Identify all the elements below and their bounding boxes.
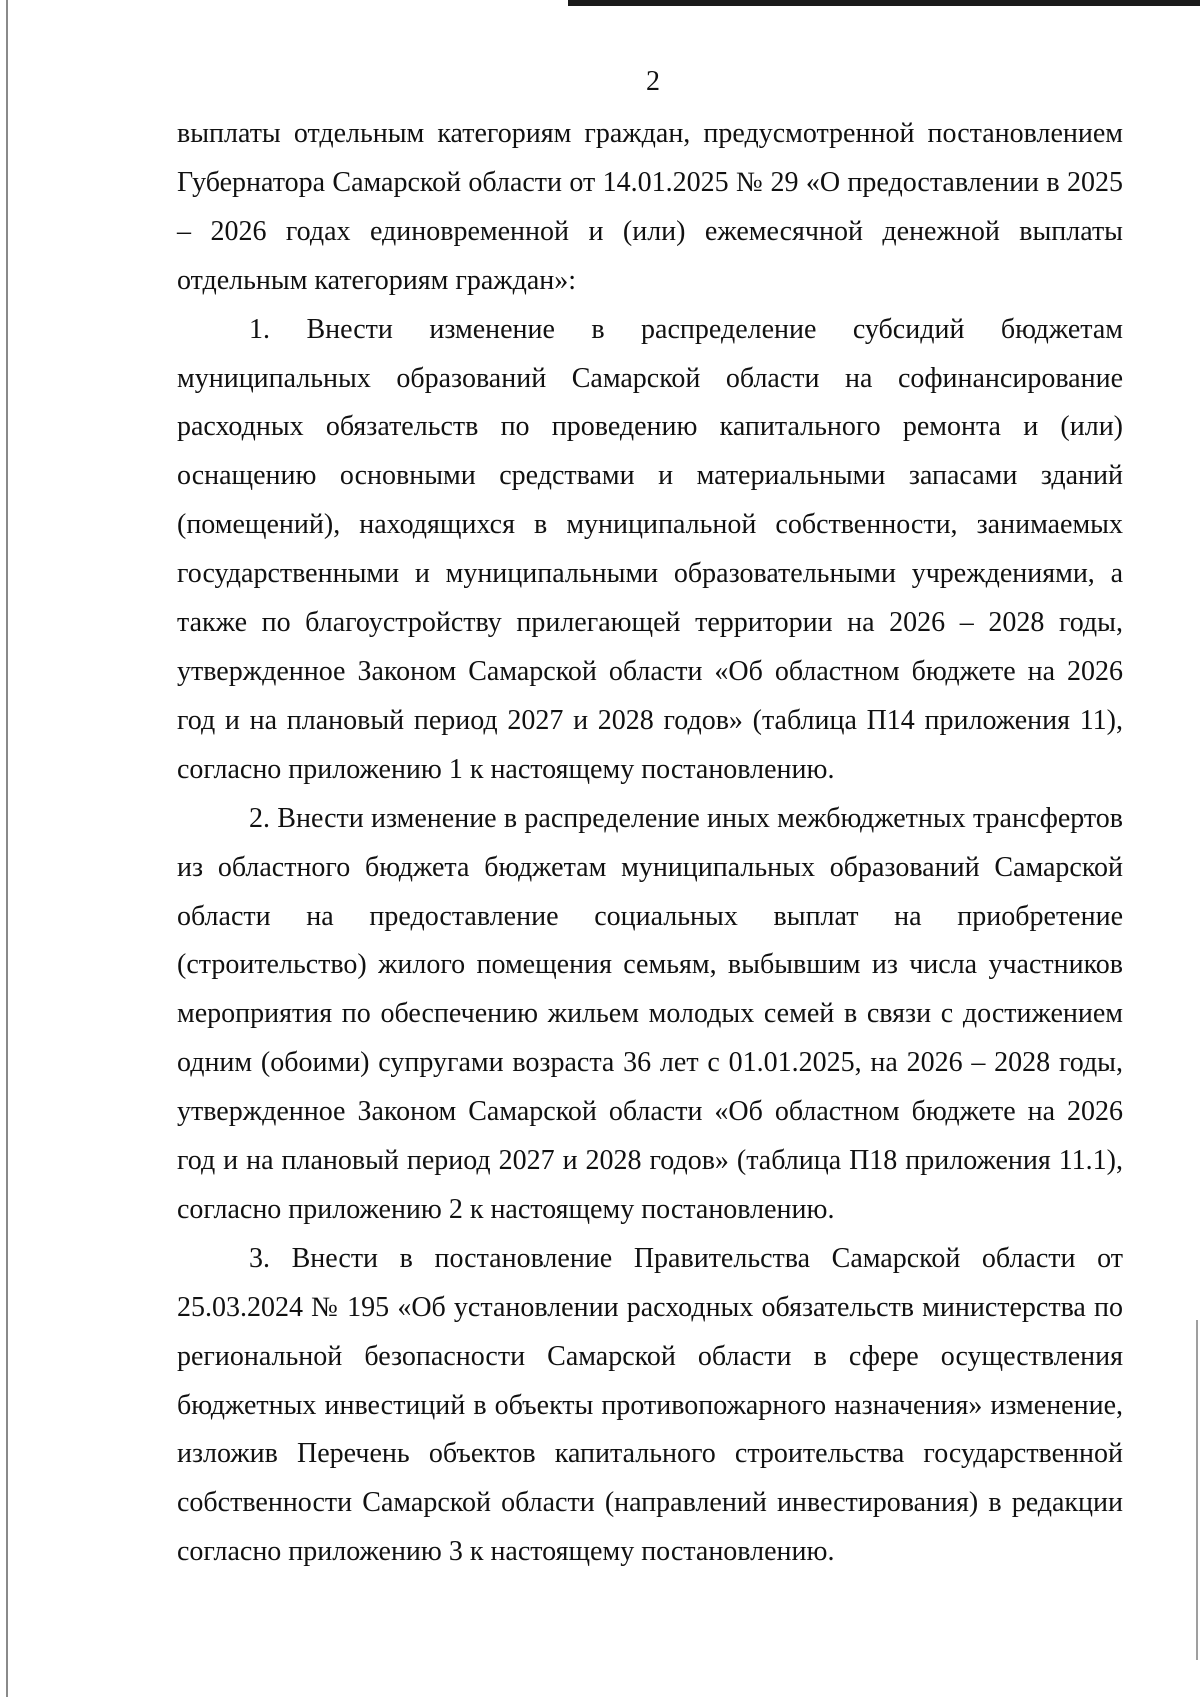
paragraph-item-2: 2. Внести изменение в распределение иных межбюджетных трансфертов из областного бюджета бюджетам муниципальных образований Самарской области на предоставление социальных выплат на приобретение (строительство) жилого помещения семьям, выбывшим из числа участников мероприятия по обеспечению жильем молодых семей в связи с достижением одним (обоими) супругами возраста 36 лет с 01.01.2025, на 2026 – 2028 годы, утвержденное Законом Самарской области «Об областном бюджете на 2026 год и на плановый период 2027 и 2028 годов» (таблица П18 приложения 11.1), согласно приложению 2 к настоящему постановлению. [177,802,1123,1225]
scan-left-edge [6,0,8,1697]
document-body [177,110,1123,1577]
paragraph-item-3: 3. Внести в постановление Правительства Самарской области от 25.03.2024 № 195 «Об установлении расходных обязательств министерства по региональной безопасности Самарской области в сфере осуществления бюджетных инвестиций в объекты противопожарного назначения» изменение, изложив Перечень объектов капитального строительства государственной собственности Самарской области (направлений инвестирования) в редакции согласно приложению 3 к настоящему постановлению. [177,1242,1123,1568]
scan-top-border [568,0,1200,6]
scan-right-edge [1196,1320,1198,1660]
paragraph-continuation: выплаты отдельным категориям граждан, предусмотренной постановлением Губернатора Самарской области от 14.01.2025 № 29 «О предоставлении в 2025 – 2026 годах единовременной и (или) ежемесячной денежной выплаты отдельным категориям граждан»: [177,118,1123,296]
page-number: 2 [646,66,660,97]
paragraph-item-1: 1. Внести изменение в распределение субсидий бюджетам муниципальных образований Самарской области на софинансирование расходных обязательств по проведению капитального ремонта и (или) оснащению основными средствами и материальными запасами зданий (помещений), находящихся в муниципальной собственности, занимаемых государственными и муниципальными образовательными учреждениями, а также по благоустройству прилегающей территории на 2026 – 2028 годы, утвержденное Законом Самарской области «Об областном бюджете на 2026 год и на плановый период 2027 и 2028 годов» (таблица П14 приложения 11), согласно приложению 1 к настоящему постановлению. [177,313,1123,785]
